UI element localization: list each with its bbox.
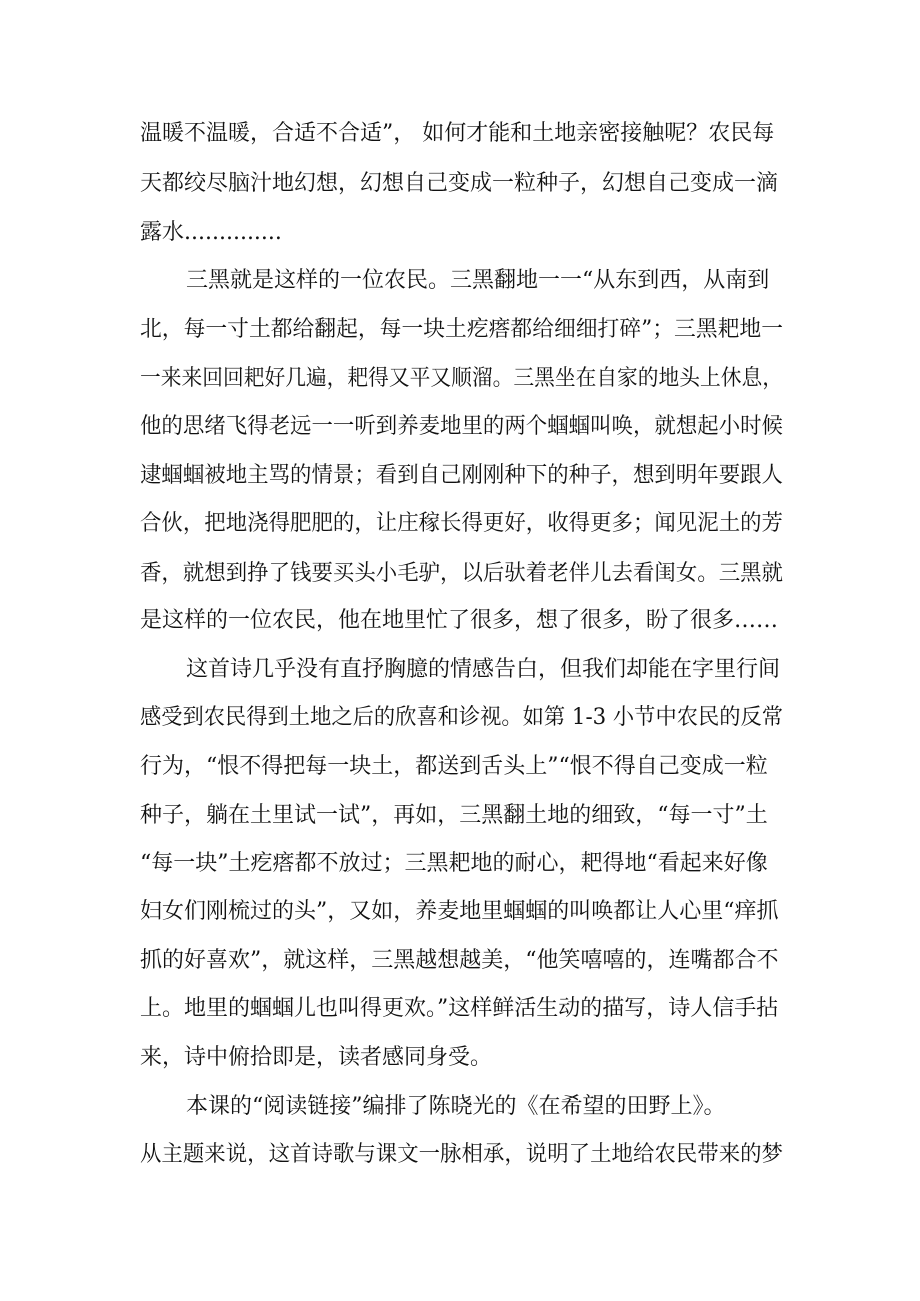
text-line: 行为，“恨不得把每一块土，都送到舌头上”“恨不得自己变成一粒 — [140, 754, 768, 779]
text-line: 合伙，把地浇得肥肥的，让庄稼长得更好，收得更多；闻见泥土的芳 — [140, 511, 783, 536]
paragraph-2-line — [0, 263, 920, 299]
text-line: 妇女们刚梳过的头”，又如，养麦地里蝈蝈的叫唤都让人心里“痒抓 — [140, 899, 779, 924]
paragraph-2-line — [0, 506, 920, 542]
text-line: 一来来回回耙好几遍，耙得又平又顺溜。三黑坐在自家的地头上休息， — [140, 366, 783, 391]
paragraph-2-line — [0, 361, 920, 397]
text-line: 种子，躺在土里试一试”，再如，三黑翻土地的细致，“每一寸”土 — [140, 803, 768, 828]
text-line: 感受到农民得到土地之后的欣喜和诊视。如第 1-3 小节中农民的反常 — [140, 705, 783, 730]
paragraph-3-line — [0, 749, 920, 785]
paragraph-3-line — [0, 991, 920, 1027]
paragraph-3-line — [0, 652, 920, 688]
text-line: 露水.............. — [140, 220, 282, 245]
text-line: 上。地里的蝈蝈儿也叫得更欢。”这样鲜活生动的描写，诗人信手拈 — [140, 996, 779, 1021]
paragraph-2-line — [0, 312, 920, 348]
paragraph-1-line — [0, 116, 920, 152]
paragraph-3-line — [0, 894, 920, 930]
paragraph-2-line — [0, 409, 920, 445]
text-line: 来，诗中俯拾即是，读者感同身受。 — [140, 1045, 493, 1070]
paragraph-3-line — [0, 1040, 920, 1076]
text-line: 他的思绪飞得老远一一听到养麦地里的两个蝈蝈叫唤，就想起小时候 — [140, 414, 783, 439]
text-line: 这首诗几乎没有直抒胸臆的情感告白，但我们却能在字里行间 — [186, 657, 781, 682]
paragraph-3-line — [0, 700, 920, 736]
paragraph-2-line — [0, 458, 920, 494]
text-line: “每一块”土疙瘩都不放过；三黑耙地的耐心，耙得地“看起来好像 — [140, 851, 768, 876]
paragraph-1-line — [0, 166, 920, 202]
paragraph-2-line — [0, 603, 920, 639]
paragraph-3-line — [0, 943, 920, 979]
text-line: 从主题来说，这首诗歌与课文一脉相承，说明了土地给农民带来的梦 — [140, 1142, 783, 1167]
paragraph-4-line — [0, 1089, 920, 1125]
paragraph-4-line — [0, 1137, 920, 1173]
paragraph-1-line — [0, 215, 920, 251]
paragraph-3-line — [0, 798, 920, 834]
paragraph-2-line — [0, 556, 920, 592]
text-line: 本课的“阅读链接”编排了陈晓光的《在希望的田野上》。 — [186, 1094, 726, 1119]
text-line: 是这样的一位农民，他在地里忙了很多，想了很多，盼了很多…… — [140, 608, 779, 633]
text-line: 抓的好喜欢”，就这样，三黑越想越美，“他笑嘻嘻的，连嘴都合不 — [140, 948, 779, 973]
text-line: 温暖不温暖，合适不合适”， 如何才能和土地亲密接触呢？农民每 — [140, 121, 775, 146]
paragraph-3-line — [0, 846, 920, 882]
text-line: 三黑就是这样的一位农民。三黑翻地一一“从东到西，从南到 — [186, 268, 770, 293]
text-line: 逮蝈蝈被地主骂的情景；看到自己刚刚种下的种子，想到明年要跟人 — [140, 463, 783, 488]
text-line: 天都绞尽脑汁地幻想，幻想自己变成一粒种子，幻想自己变成一滴 — [140, 171, 779, 196]
text-line: 北，每一寸土都给翻起，每一块土疙瘩都给细细打碎”；三黑耙地一 — [140, 317, 783, 342]
text-line: 香，就想到挣了钱要买头小毛驴，以后驮着老伴儿去看闺女。三黑就 — [140, 561, 783, 586]
